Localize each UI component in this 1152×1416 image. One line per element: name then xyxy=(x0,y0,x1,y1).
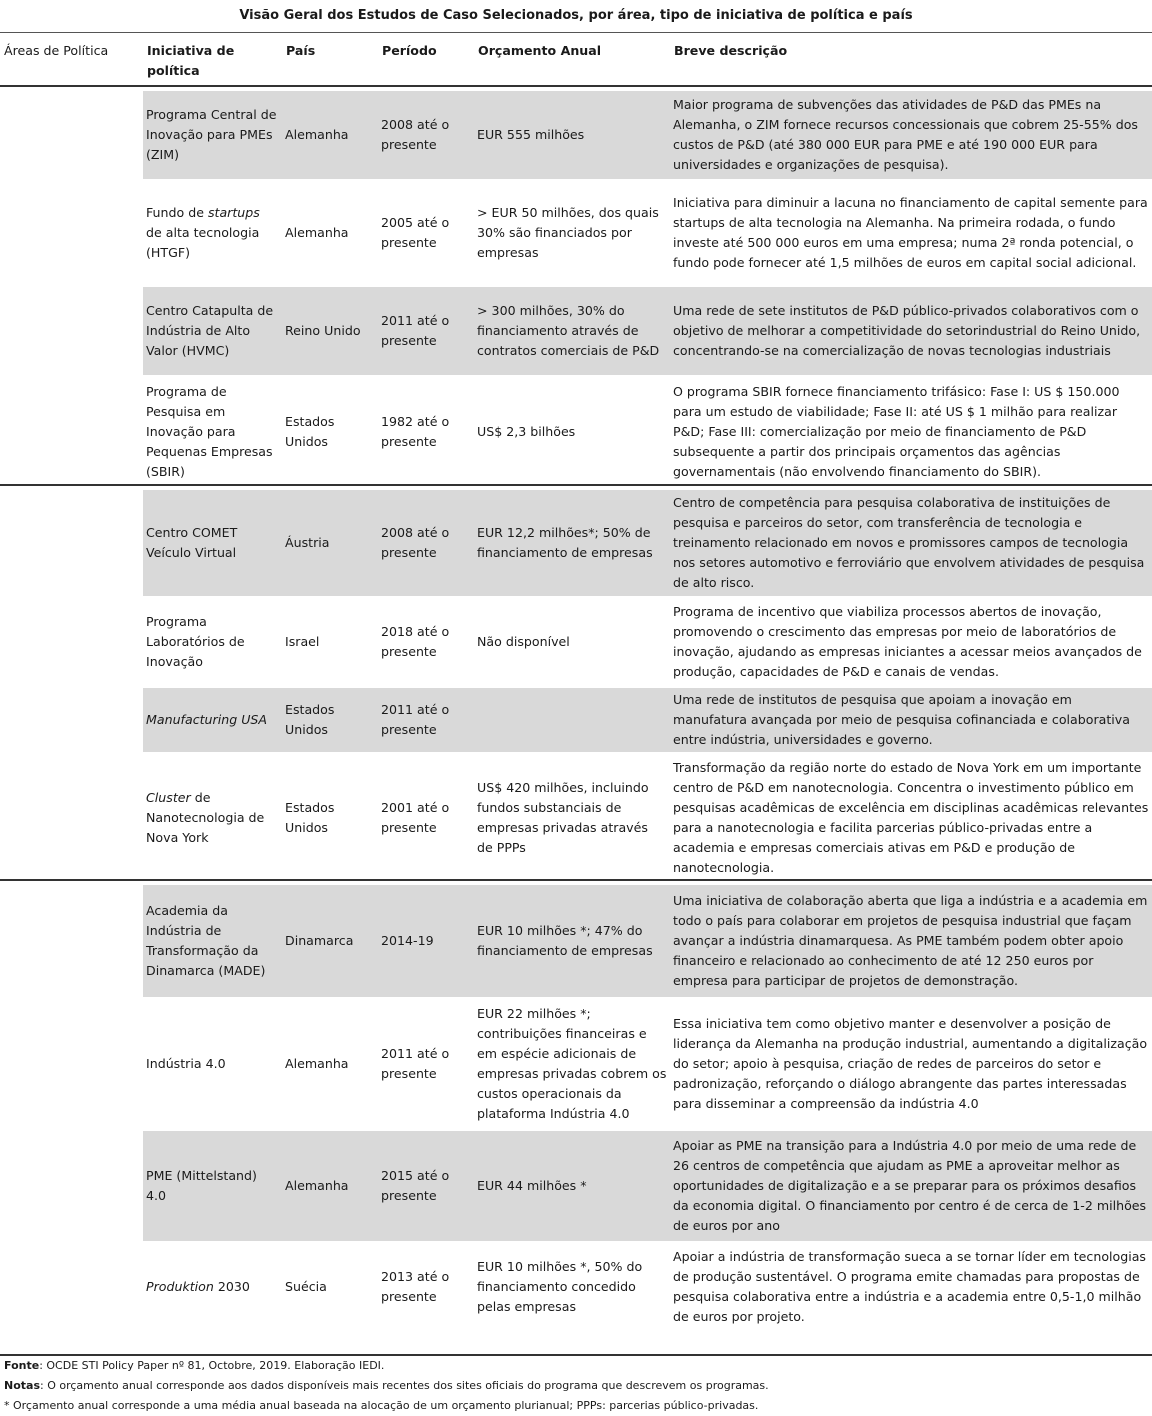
period-cell: 2008 até o presente xyxy=(378,91,474,179)
table-row xyxy=(0,1245,1152,1329)
budget-cell xyxy=(474,688,670,752)
source-note: Fonte: OCDE STI Policy Paper nº 81, Octobre, 2019. Elaboração IEDI. xyxy=(4,1359,385,1372)
header-initiative: Iniciativa de política xyxy=(143,33,282,87)
table-row xyxy=(0,756,1152,880)
country-cell: Alemanha xyxy=(282,91,378,179)
description-cell: Apoiar as PME na transição para a Indústria 4.0 por meio de uma rede de 26 centros de competência que ajudam as PME a aproveitar melhor as oportunidades de digitalização e a se preparar para os próximos desafios da economia digital. O financiamento por centro é de cerca de 1-2 milhões de euros por ano xyxy=(670,1131,1152,1241)
country-cell: Alemanha xyxy=(285,1056,349,1071)
description-cell: Transformação da região norte do estado de Nova York em um importante centro de P&D em nanotecnologia. Concentra o investimento público em pesquisas acadêmicas de excelência em disciplinas acadêmicas relevantes para a nanotecnologia e facilita parcerias público-privadas entre a academia e empresas comerciais ativas em P&D e produção de nanotecnologia. xyxy=(673,759,1149,875)
description-cell: Essa iniciativa tem como objetivo manter e desenvolver a posição de liderança da Alemanha na produção industrial, aumentando a digitalização do setor; apoio à pesquisa, criação de redes de parceiros do setor e padronização, reforçando o diálogo abrangente das partes interessadas para disseminar a compreensão da indústria 4.0 xyxy=(673,1016,1148,1111)
table-row xyxy=(0,600,1152,684)
table-row xyxy=(0,287,1152,375)
header-budget: Orçamento Anual xyxy=(474,33,670,87)
header-description: Breve descrição xyxy=(670,33,1152,87)
period-cell: 2011 até o presente xyxy=(381,1046,450,1081)
country-cell: Áustria xyxy=(282,490,378,596)
description-cell: Maior programa de subvenções das atividades de P&D das PMEs na Alemanha, o ZIM fornece recursos concessionais que cobrem 25-55% dos custos de P&D (até 380 000 EUR para PME e até 190 000 EUR para universidades e organizações de pesquisa). xyxy=(670,91,1152,179)
notes-note: Notas: O orçamento anual corresponde aos dados disponíveis mais recentes dos sites oficiais do programa que descrevem os programas. xyxy=(4,1379,769,1392)
header-row xyxy=(0,33,1152,87)
header-country: País xyxy=(282,33,378,87)
initiative-cell: Academia da Indústria de Transformação da Dinamarca (MADE) xyxy=(143,885,282,997)
table-row xyxy=(0,1001,1152,1127)
initiative-cell: Cluster de Nanotecnologia de Nova York xyxy=(146,789,265,845)
table-row xyxy=(0,379,1152,485)
budget-cell: EUR 44 milhões * xyxy=(474,1131,670,1241)
country-cell: Estados Unidos xyxy=(285,413,335,449)
budget-cell: EUR 555 milhões xyxy=(474,91,670,179)
description-cell: Apoiar a indústria de transformação sueca a se tornar líder em tecnologias de produção sustentável. O programa emite chamadas para propostas de pesquisa colaborativa entre a indústria e a academia entre 0,5-1,0 milhão de euros por projeto. xyxy=(673,1249,1146,1324)
initiative-cell: Centro COMET Veículo Virtual xyxy=(143,490,282,596)
budget-cell: EUR 10 milhões *, 50% do financiamento concedido pelas empresas xyxy=(477,1259,643,1314)
country-cell: Israel xyxy=(285,634,320,649)
initiative-cell: Programa de Pesquisa em Inovação para Pequenas Empresas (SBIR) xyxy=(146,383,273,479)
period-cell: 2008 até o presente xyxy=(378,490,474,596)
case-studies-table xyxy=(0,32,1152,1329)
country-cell: Alemanha xyxy=(285,225,349,240)
country-cell: Estados Unidos xyxy=(285,799,335,835)
table-row xyxy=(0,91,1152,179)
description-cell: Iniciativa para diminuir a lacuna no financiamento de capital semente para startups de alta tecnologia na Alemanha. Na primeira rodada, o fundo investe até 500 000 euros em uma empresa; numa 2ª ronda potencial, o fundo pode fornecer até 1,5 milhões de euros em capital social adicional. xyxy=(673,195,1148,270)
description-cell: Programa de incentivo que viabiliza processos abertos de inovação, promovendo o crescimento das empresas por meio de laboratórios de inovação, ajudando as empresas iniciantes a acessar meios avançados de produção, capacidades de P&D e canais de vendas. xyxy=(673,604,1142,679)
period-cell: 2015 até o presente xyxy=(378,1131,474,1241)
initiative-cell: Centro Catapulta de Indústria de Alto Valor (HVMC) xyxy=(143,287,282,375)
budget-cell: Não disponível xyxy=(477,634,570,649)
country-cell: Dinamarca xyxy=(282,885,378,997)
country-cell: Alemanha xyxy=(282,1131,378,1241)
description-cell: Centro de competência para pesquisa colaborativa de instituições de pesquisa e parceiros do setor, com transferência de tecnologia e treinamento relacionado em novos e promissores campos de tecnologia nos setores automotivo e ferroviário que envolvem atividades de pesquisa de alto risco. xyxy=(670,490,1152,596)
initiative-cell: Programa Central de Inovação para PMEs (ZIM) xyxy=(143,91,282,179)
header-area: Áreas de Política xyxy=(0,33,143,87)
period-cell: 2005 até o presente xyxy=(381,215,450,250)
area-label xyxy=(0,86,143,485)
header-period: Período xyxy=(378,33,474,87)
table-title: Visão Geral dos Estudos de Caso Selecionados, por área, tipo de iniciativa de política e país xyxy=(239,8,913,23)
period-cell: 1982 até o presente xyxy=(381,413,450,449)
table-row xyxy=(0,183,1152,283)
period-cell: 2001 até o presente xyxy=(381,799,450,835)
initiative-cell: Manufacturing USA xyxy=(143,688,282,752)
budget-cell: US$ 2,3 bilhões xyxy=(477,423,576,439)
area-label xyxy=(0,485,143,880)
budget-cell: US$ 420 milhões, incluindo fundos substanciais de empresas privadas através de PPPs xyxy=(477,779,649,855)
initiative-cell: Programa Laboratórios de Inovação xyxy=(146,614,245,669)
period-cell: 2011 até o presente xyxy=(378,688,474,752)
budget-cell: EUR 22 milhões *; contribuições financeiras e em espécie adicionais de empresas privadas cobrem os custos operacionais da plataforma Indústria 4.0 xyxy=(477,1006,667,1121)
description-cell: O programa SBIR fornece financiamento trifásico: Fase I: US $ 150.000 para um estudo de viabilidade; Fase II: até US $ 1 milhão para realizar P&D; Fase III: comercialização por meio de financiamento de P&D subsequente a partir dos principais orçamentos das agências governamentais (não envolvendo financiamento do SBIR). xyxy=(673,383,1120,479)
table-row xyxy=(0,885,1152,997)
country-cell: Suécia xyxy=(285,1279,327,1294)
budget-cell: EUR 10 milhões *; 47% do financiamento de empresas xyxy=(474,885,670,997)
description-cell: Uma rede de sete institutos de P&D público-privados colaborativos com o objetivo de melhorar a competitividade do setorindustrial do Reino Unido, concentrando-se na comercialização de novas tecnologias industriais xyxy=(670,287,1152,375)
description-cell: Uma rede de institutos de pesquisa que apoiam a inovação em manufatura avançada por meio de pesquisa cofinanciada e colaborativa entre indústria, universidades e governo. xyxy=(670,688,1152,752)
budget-cell: > 300 milhões, 30% do financiamento através de contratos comerciais de P&D xyxy=(474,287,670,375)
period-cell: 2013 até o presente xyxy=(381,1269,450,1304)
area-label xyxy=(0,880,143,1329)
country-cell: Estados Unidos xyxy=(282,688,378,752)
period-cell: 2018 até o presente xyxy=(381,624,450,659)
period-cell: 2014-19 xyxy=(378,885,474,997)
asterisk-note: * Orçamento anual corresponde a uma média anual baseada na alocação de um orçamento plurianual; PPPs: parcerias público-privadas. xyxy=(4,1399,759,1412)
table-footer xyxy=(4,1356,1150,1416)
description-cell: Uma iniciativa de colaboração aberta que liga a indústria e a academia em todo o país para colaborar em projetos de pesquisa industrial que façam avançar a indústria dinamarquesa. As PME também podem obter apoio financeiro e relacionado ao conhecimento de até 12 250 euros por empresa para participar de projetos de demonstração. xyxy=(670,885,1152,997)
period-cell: 2011 até o presente xyxy=(378,287,474,375)
initiative-cell: Indústria 4.0 xyxy=(146,1056,226,1071)
table-row xyxy=(0,490,1152,596)
initiative-cell: Fundo de startups de alta tecnologia (HTGF) xyxy=(146,205,260,260)
country-cell: Reino Unido xyxy=(282,287,378,375)
initiative-cell: Produktion 2030 xyxy=(146,1279,250,1294)
budget-cell: EUR 12,2 milhões*; 50% de financiamento de empresas xyxy=(474,490,670,596)
table-row xyxy=(0,688,1152,752)
table-row xyxy=(0,1131,1152,1241)
budget-cell: > EUR 50 milhões, dos quais 30% são financiados por empresas xyxy=(477,205,659,260)
initiative-cell: PME (Mittelstand) 4.0 xyxy=(143,1131,282,1241)
